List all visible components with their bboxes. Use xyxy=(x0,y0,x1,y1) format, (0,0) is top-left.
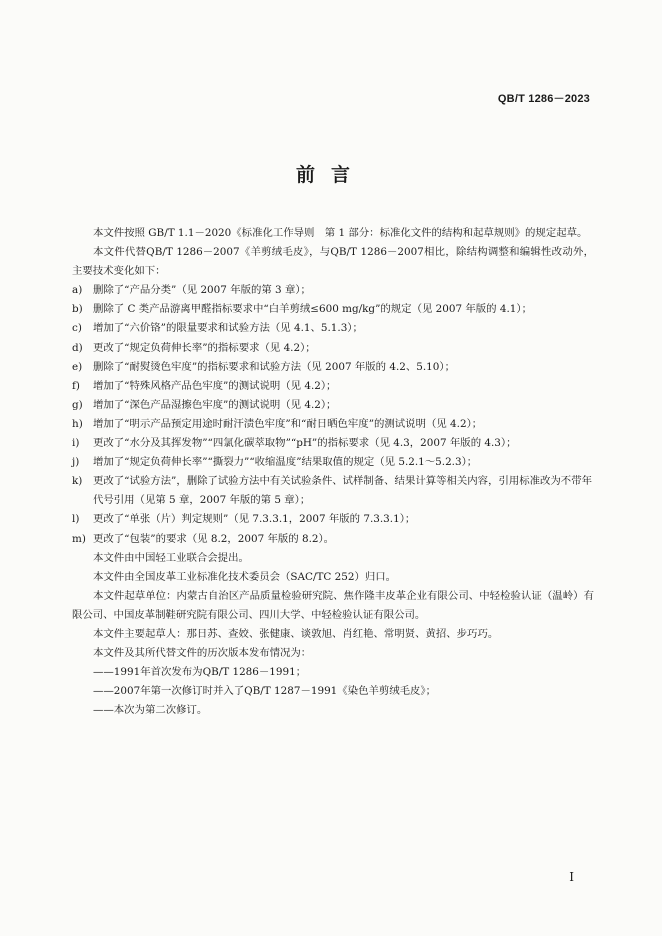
list-marker: h) xyxy=(72,417,83,430)
list-text: 增加了“特殊风格产品色牢度”的测试说明（见 4.2）； xyxy=(93,379,337,392)
list-marker: m) xyxy=(72,532,86,545)
list-marker: f) xyxy=(72,379,80,392)
standard-code: QB/T 1286－2023 xyxy=(497,93,590,105)
list-item xyxy=(72,510,594,529)
list-marker: i) xyxy=(72,437,80,450)
list-marker: d) xyxy=(72,341,83,354)
list-item xyxy=(72,339,594,358)
changes-list xyxy=(72,281,594,548)
list-text: 增加了“深色产品湿擦色牢度”的测试说明（见 4.2）； xyxy=(93,398,337,411)
paragraph: 本文件代替QB/T 1286－2007《羊剪绒毛皮》，与QB/T 1286－2007相比，除结构调整和编辑性改动外，主要技术变化如下： xyxy=(72,246,594,278)
list-text: 增加了“规定负荷伸长率”“撕裂力”“收缩温度”结果取值的规定（见 5.2.1～5.2.3）； xyxy=(93,456,478,469)
history-item: ——1991年首次发布为QB/T 1286－1991； xyxy=(93,666,307,679)
paragraph: 本文件起草单位：内蒙古自治区产品质量检验研究院、焦作隆丰皮革企业有限公司、中轻检验认证（温岭）有限公司、中国皮革制鞋研究院有限公司、四川大学、中轻检验认证有限公司。 xyxy=(72,589,594,621)
history-item: ——本次为第二次修订。 xyxy=(93,704,208,717)
paragraph: 本文件按照 GB/T 1.1－2020《标准化工作导则 第 1 部分：标准化文件的结构和起草规则》的规定起草。 xyxy=(93,227,588,239)
list-text: 增加了“明示产品预定用途时耐汗渍色牢度”和“耐日晒色牢度”的测试说明（见 4.2）； xyxy=(93,417,483,430)
list-text: 更改了“包装”的要求（见 8.2，2007 年版的 8.2）。 xyxy=(93,532,335,545)
list-marker: a) xyxy=(72,284,83,297)
paragraph: 本文件主要起草人：那日苏、查姣、张健康、谈敦旭、肖红艳、常明贤、黄招、步巧巧。 xyxy=(93,627,499,640)
list-item xyxy=(72,530,594,549)
list-text: 更改了“水分及其挥发物”“四氯化碳萃取物”“pH”的指标要求（见 4.3，2007 年版的 4.3）； xyxy=(93,437,517,450)
list-item xyxy=(72,319,594,338)
list-marker: b) xyxy=(72,303,83,316)
paragraph: 本文件由全国皮革工业标准化技术委员会（SAC/TC 252）归口。 xyxy=(93,570,397,583)
history-list xyxy=(72,663,594,720)
list-text: 删除了 C 类产品游离甲醛指标要求中“白羊剪绒≤600 mg/kg”的规定（见 2007 年版的 4.1）； xyxy=(93,303,532,316)
paragraph: 本文件及其所代替文件的历次版本发布情况为： xyxy=(93,647,312,660)
list-text: 更改了“试验方法”，删除了试验方法中有关试验条件、试样制备、结果计算等相关内容，引用标准改为不带年代号引用（见第 5 章，2007 年版的第 5 章）； xyxy=(93,475,592,507)
list-item xyxy=(72,434,594,453)
list-marker: k) xyxy=(72,475,83,488)
list-marker: e) xyxy=(72,360,83,373)
list-text: 增加了“六价铬”的限量要求和试验方法（见 4.1、5.1.3）； xyxy=(93,322,363,335)
list-item xyxy=(72,472,594,510)
document-body xyxy=(72,224,594,720)
list-item xyxy=(72,300,594,319)
list-item xyxy=(72,396,594,415)
list-marker: j) xyxy=(72,456,80,469)
list-marker: g) xyxy=(72,398,83,411)
list-item xyxy=(72,453,594,472)
list-text: 删除了“耐熨烫色牢度”的指标要求和试验方法（见 2007 年版的 4.2、5.10）； xyxy=(93,360,455,373)
list-item xyxy=(72,377,594,396)
page-title: 前言 xyxy=(295,164,366,186)
list-item xyxy=(72,281,594,300)
list-marker: c) xyxy=(72,322,82,335)
page-number: I xyxy=(569,870,574,884)
paragraph: 本文件由中国轻工业联合会提出。 xyxy=(93,551,249,564)
list-text: 删除了“产品分类”（见 2007 年版的第 3 章）； xyxy=(93,284,311,297)
list-item xyxy=(72,358,594,377)
list-text: 更改了“单张（片）判定规则”（见 7.3.3.1，2007 年版的 7.3.3.1）； xyxy=(93,513,416,526)
list-marker: l) xyxy=(72,513,80,526)
list-item xyxy=(72,415,594,434)
history-item: ——2007年第一次修订时并入了QB/T 1287－1991《染色羊剪绒毛皮》； xyxy=(93,685,437,698)
list-text: 更改了“规定负荷伸长率”的指标要求（见 4.2）； xyxy=(93,341,316,354)
